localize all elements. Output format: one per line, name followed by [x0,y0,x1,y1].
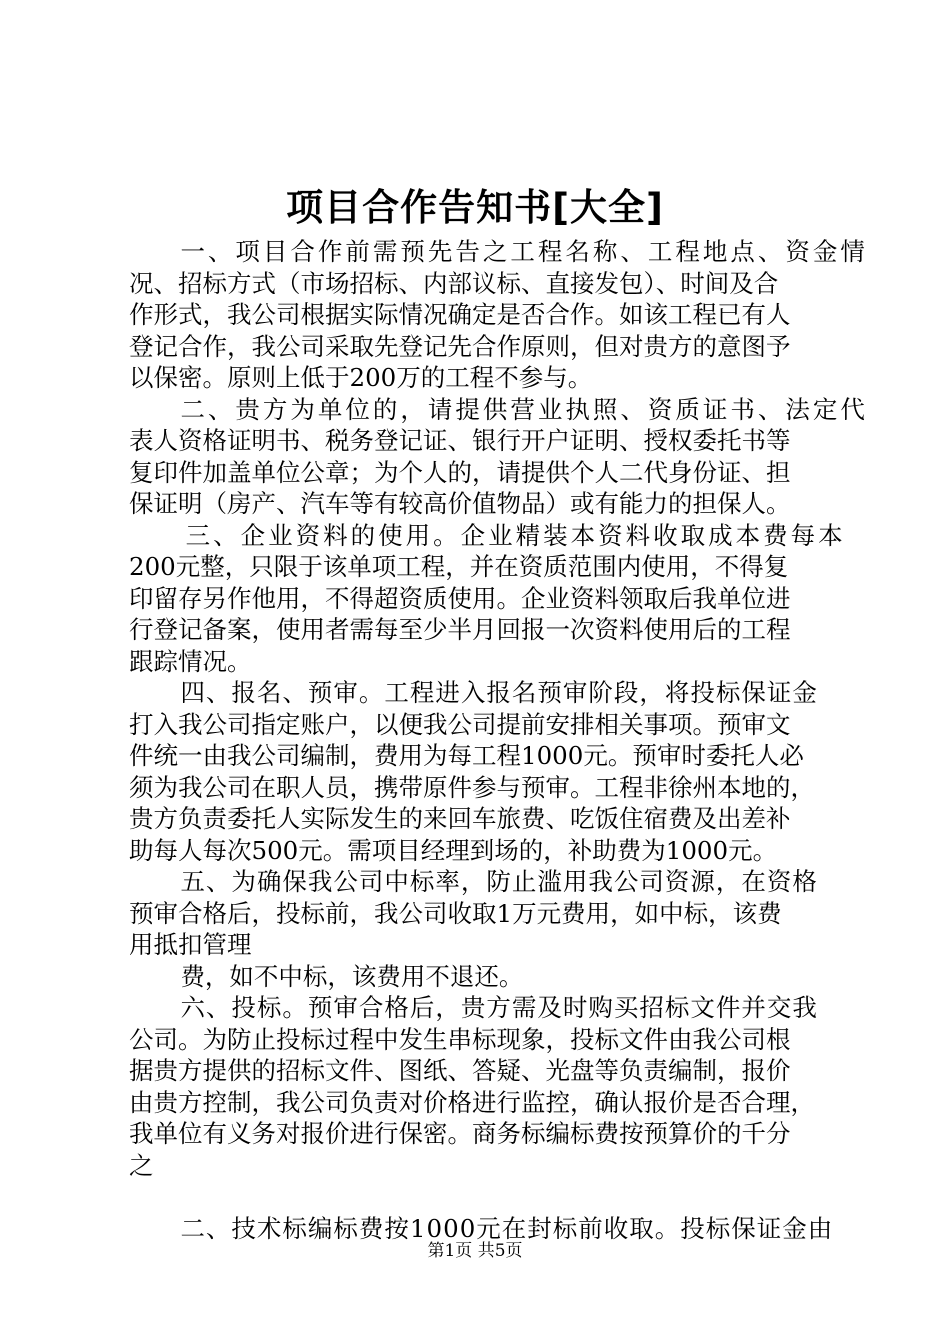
text-line: 由贵方控制，我公司负责对价格进行监控，确认报价是否合理， [129,1087,815,1117]
text-line: 二、贵方为单位的，请提供营业执照、资质证书、法定代 [180,394,868,424]
text-line: 行登记备案，使用者需每至少半月回报一次资料使用后的工程 [129,615,791,644]
text-line: 用抵扣管理 [129,930,252,959]
text-line: 跟踪情况。 [129,646,252,676]
text-line: 五、为确保我公司中标率，防止滥用我公司资源，在资格 [180,867,818,896]
text-line: 打入我公司指定账户，以便我公司提前安排相关事项。预审文 [129,709,791,739]
text-line [129,1181,839,1213]
text-line: 之 [129,1150,154,1180]
text-line: 件统一由我公司编制，费用为每工程1000元。预审时委托人必 [129,741,804,770]
text-line: 我单位有义务对报价进行保密。商务标编标费按预算价的千分 [129,1119,791,1148]
text-line: 保证明（房产、汽车等有较高价值物品）或有能力的担保人。 [129,489,791,518]
text-line: 200元整，只限于该单项工程，并在资质范围内使用，不得复 [129,552,789,581]
page-number: 第1页 共5页 [427,1241,523,1261]
text-line: 况、招标方式（市场招标、内部议标、直接发包）、时间及合 [129,268,779,298]
text-line: 公司。为防止投标过程中发生串标现象，投标文件由我公司根 [129,1024,791,1054]
text-line: 贵方负责委托人实际发生的来回车旅费、吃饭住宿费及出差补 [129,804,791,833]
text-line: 作形式，我公司根据实际情况确定是否合作。如该工程已有人 [129,300,791,329]
text-line: 表人资格证明书、税务登记证、银行开户证明、授权委托书等 [129,426,791,455]
text-line: 四、报名、预审。工程进入报名预审阶段，将投标保证金 [180,678,818,707]
text-line: 以保密。原则上低于200万的工程不参与。 [129,363,593,392]
text-line: 六、投标。预审合格后，贵方需及时购买招标文件并交我 [180,993,818,1022]
text-line: 须为我公司在职人员，携带原件参与预审。工程非徐州本地的， [129,772,815,802]
text-line: 登记合作，我公司采取先登记先合作原则，但对贵方的意图予 [129,331,791,361]
text-line: 二、技术标编标费按1000元在封标前收取。投标保证金由 [180,1213,834,1243]
text-line: 费，如不中标，该费用不退还。 [180,961,524,991]
text-line: 三、企业资料的使用。企业精装本资料收取成本费每本 [185,520,846,550]
text-line: 一、项目合作前需预先告之工程名称、工程地点、资金情 [180,237,868,266]
text-line: 据贵方提供的招标文件、图纸、答疑、光盘等负责编制，报价 [129,1056,791,1085]
text-line: 复印件加盖单位公章；为个人的，请提供个人二代身份证、担 [129,457,791,487]
text-line: 预审合格后，投标前，我公司收取1万元费用，如中标，该费 [129,898,782,928]
document-body [129,236,868,1244]
text-line: 助每人每次500元。需项目经理到场的，补助费为1000元。 [129,835,778,865]
text-line: 印留存另作他用，不得超资质使用。企业资料领取后我单位进 [129,583,791,613]
document-title: 项目合作告知书[大全] [286,186,664,229]
